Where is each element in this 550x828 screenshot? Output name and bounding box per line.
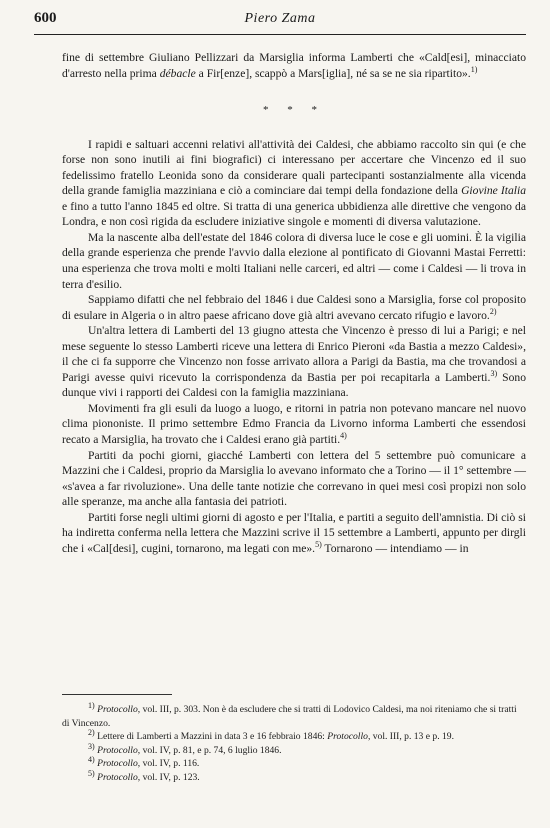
footnote: $^{4)}$ Protocollo, vol. IV, p. 116. — [88, 755, 200, 770]
footnote-ref: 3) — [490, 368, 498, 378]
running-head: Piero Zama — [244, 11, 316, 26]
footnotes — [62, 700, 526, 785]
footnote-ref: 5) — [315, 540, 322, 549]
paragraph: Partiti forse negli ultimi giorni di agosto e per l'Italia, e partiti a seguito dell'amnistia. Di ciò si ha indiretta conferma nella lettera che Mazzini scrive il 15 settembre a Lamberti, appunto per dirgli che i «Cal[desi], cugini, tornarono, ma legati con me».$^{5)}$ Tornarono — intendiamo — in — [62, 510, 526, 555]
paragraph: Un'altra lettera di Lamberti del 13 giugno attesta che Vincenzo è presso di lui a Parigi; e nel mese seguente lo stesso Lamberti riceve una lettera di Enrico Pieroni «da Bastia a mezzo Caldesi», il che ci fa supporre che Vincenzo non fosse arrivato allora a Parigi da Bastia, ma che trovandosi a Parigi avesse quivi ricevuto la corrispondenza da Bastia per poi recapitarla a Lamberti.$^{3)}$ Sono dunque vivi i rapporti dei Caldesi con la famiglia mazziniana. — [62, 324, 526, 400]
footnote-rule — [62, 694, 172, 695]
body-text — [62, 50, 526, 556]
footnote-ref: 2) — [489, 306, 497, 316]
page-number: 600 — [34, 10, 57, 26]
paragraph: Partiti da pochi giorni, giacché Lamberti con lettera del 5 settembre può comunicare a Mazzini che i Caldesi, proprio da Marsiglia lo avevano informato che a Torino — il 1° settembre — «s'avea a far rivoluzione». Una delle tante notizie che correvano in quei mesi così propizi non solo alle speranze, ma anche alla fantasia dei patrioti. — [62, 448, 527, 509]
paragraph: Sappiamo difatti che nel febbraio del 1846 i due Caldesi sono a Marsiglia, forse col proposito di esulare in Algeria o in altro paese africano dove già altri avevano cercato rifugio e lavoro.$^{2)}$ — [62, 293, 526, 322]
paragraph: Movimenti fra gli esuli da luogo a luogo, e ritorni in patria non potevano mancare nel nuovo clima piononiste. Il primo settembre Edmo Francia da Livorno informa Lamberti che essendosi recato a Marsiglia, ha trovato che i Caldesi erano già partiti.$^{4)}$ — [62, 401, 526, 447]
footnote: $^{2)}$ Lettere di Lamberti a Mazzini in data 3 e 16 febbraio 1846: Protocollo, vol. III, p. 13 e p. 19. — [88, 728, 455, 743]
paragraph: Ma la nascente alba dell'estate del 1846 colora di diversa luce le cose e gli uomini. È la vigilia della grande esperienza che prende l'avvio dalla elezione al pontificato di Giovanni Mastai Ferretti: una esperienza che trova molti e molti Italiani nelle carceri, ed altri — come i Caldesi — li trova in terra d'esilio. — [62, 230, 526, 291]
section-separator: * * * — [263, 104, 325, 117]
footnote: $^{5)}$ Protocollo, vol. IV, p. 123. — [88, 768, 200, 783]
footnote: $^{1)}$ Protocollo, vol. III, p. 303. Non è da escludere che si tratti di Lodovico Caldesi, ma noi riteniamo che si tratti di Vincenzo. — [62, 700, 517, 729]
footnote-ref: 4) — [340, 431, 347, 441]
footnote: $^{3)}$ Protocollo, vol. IV, p. 81, e p. 74, 6 luglio 1846. — [88, 741, 282, 756]
page-header — [34, 10, 526, 35]
footnote-ref: 1) — [470, 64, 478, 74]
paragraph: I rapidi e saltuari accenni relativi all'attività dei Caldesi, che abbiamo raccolto sin qui (e che forse non sono inutili ai fini biografici) ci interessano per accertare che Vincenzo ed il suo fedelissimo fratello Leonida sono da considerare quali partecipanti sostanzialmente alla vicenda della grande famiglia mazziniana e ciò a cominciare dai tempi della fondazione della Giovine Italia e fino a tutto l'anno 1845 ed oltre. Si tratta di una generica ubbidienza alle direttive che vengono da Londra, e non così rigida da escludere iniziative singole e momenti di diversa valutazione. — [62, 137, 526, 229]
paragraph: fine di settembre Giuliano Pellizzari da Marsiglia informa Lamberti che «Cald[esi], minacciato d'arresto nella prima débacle a Fir[enze], scappò a Mars[iglia], né sa se ne sia ripartito».$^{1)}$ — [62, 51, 526, 80]
